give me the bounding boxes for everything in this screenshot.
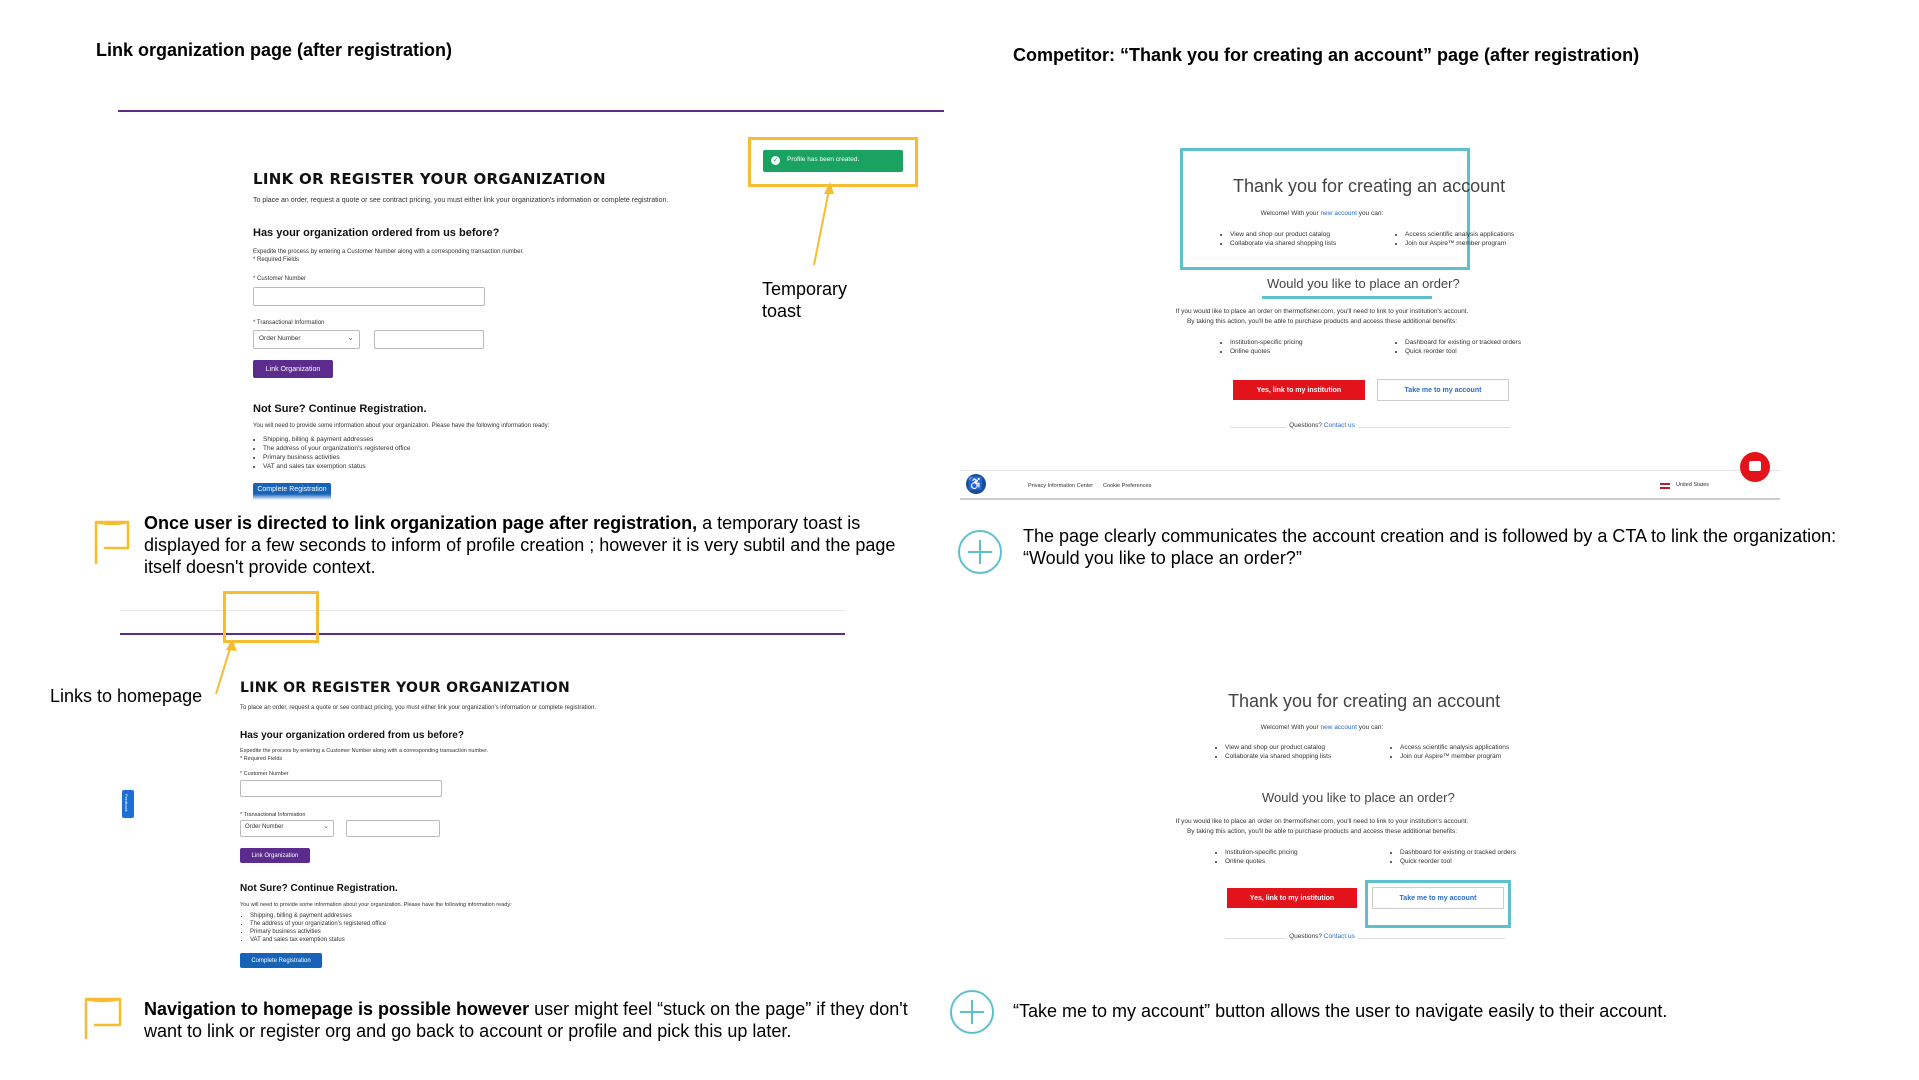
registration-checklist <box>253 435 410 471</box>
note-bold: Navigation to homepage is possible however <box>144 999 530 1019</box>
list-item: • Institution-specific pricing <box>1225 848 1298 857</box>
new-account-link[interactable]: new account <box>1320 724 1357 731</box>
list-item: • View and shop our product catalog <box>1225 743 1331 752</box>
ordered-before-desc: Expedite the process by entering a Customer Number along with a corresponding transaction number. <box>240 748 489 754</box>
list-item: • Primary business activities <box>263 453 410 462</box>
right-heading: Competitor: “Thank you for creating an account” page (after registration) <box>1013 45 1640 65</box>
check-icon: ✓ <box>772 157 779 164</box>
thank-you-title: Thank you for creating an account <box>1228 691 1501 711</box>
list-item: • Institution-specific pricing <box>1230 338 1303 347</box>
list-item: • Quick reorder tool <box>1405 347 1521 356</box>
order-type-select[interactable] <box>253 330 360 349</box>
extra-benefits-left <box>1215 848 1298 866</box>
ordered-before-desc: Expedite the process by entering a Customer Number along with a corresponding transaction number. <box>253 249 524 255</box>
take-me-to-account-button[interactable]: Take me to my account <box>1377 379 1509 401</box>
note-navigation-observation <box>144 998 924 1042</box>
note-rest: a temporary toast is displayed for a few seconds to inform of profile creation ; however it is very subtil and the page itself doesn't provide context. <box>144 513 896 577</box>
cookie-link[interactable]: Cookie Preferences <box>1103 483 1152 489</box>
not-sure-desc: You will need to provide some information about your organization. Please have the following information ready: <box>253 423 550 429</box>
accessibility-icon[interactable]: ♿ <box>966 474 986 494</box>
ordered-before-heading: Has your organization ordered from us before? <box>253 227 500 239</box>
homepage-callout-label: Links to homepage <box>50 686 203 706</box>
contact-us-link[interactable]: Contact us <box>1323 422 1355 429</box>
order-type-value: Order Number <box>245 824 284 830</box>
list-item: • Join our Aspire™ member program <box>1405 239 1514 248</box>
list-item: • VAT and sales tax exemption status <box>263 462 410 471</box>
note-toast-observation <box>144 512 904 578</box>
list-item: • Dashboard for existing or tracked orders <box>1400 848 1516 857</box>
country-label[interactable]: United States <box>1676 482 1710 488</box>
order-desc-2: By taking this action, you'll be able to purchase products and access these additional benefits: <box>1186 318 1458 325</box>
feedback-tab-label: Feedback <box>124 794 129 812</box>
list-item: • VAT and sales tax exemption status <box>250 936 386 944</box>
chevron-down-icon: ⌄ <box>323 823 329 830</box>
toast-callout-label: Temporary toast <box>762 279 848 321</box>
customer-number-label: * Customer Number <box>240 771 289 777</box>
left-heading: Link organization page (after registration) <box>96 40 453 60</box>
not-sure-heading: Not Sure? Continue Registration. <box>253 403 427 415</box>
not-sure-desc: You will need to provide some information about your organization. Please have the following information ready: <box>240 902 512 908</box>
transactional-label: * Transactional Information <box>253 320 325 326</box>
extra-benefits-right <box>1395 338 1521 356</box>
take-me-highlight <box>1365 880 1511 928</box>
order-question-underline <box>1262 296 1432 299</box>
not-sure-heading: Not Sure? Continue Registration. <box>240 883 398 894</box>
list-item: • Online quotes <box>1225 857 1298 866</box>
customer-number-input[interactable] <box>253 287 485 306</box>
thank-you-highlight <box>1180 148 1470 270</box>
complete-registration-button[interactable]: Complete Registration <box>240 953 322 968</box>
flag-icon <box>92 518 132 568</box>
extra-benefits-right <box>1390 848 1516 866</box>
list-item: • Primary business activities <box>250 928 386 936</box>
link-institution-button[interactable]: Yes, link to my institution <box>1233 380 1365 400</box>
callout-arrow-homepage <box>210 638 240 698</box>
welcome-line: Welcome! With your new account you can: <box>1260 210 1384 217</box>
list-item: • Dashboard for existing or tracked orders <box>1405 338 1521 347</box>
flag-icon <box>82 995 124 1041</box>
list-item: • The address of your organization's registered office <box>250 920 386 928</box>
list-item: • The address of your organization's registered office <box>263 444 410 453</box>
benefits-right <box>1390 743 1509 761</box>
feedback-tab[interactable] <box>122 790 134 818</box>
competitor-screenshot-1 <box>960 148 1790 503</box>
new-account-link[interactable]: new account <box>1320 210 1357 217</box>
required-note: * Required Fields <box>240 756 283 762</box>
order-question: Would you like to place an order? <box>1267 276 1460 291</box>
chevron-down-icon: ⌄ <box>347 333 354 342</box>
link-institution-button[interactable]: Yes, link to my institution <box>1227 888 1357 908</box>
page-intro: To place an order, request a quote or see contract pricing, you must either link your organization's information or complete registration. <box>240 705 596 711</box>
plus-circle-icon <box>958 530 1002 574</box>
list-item: • Online quotes <box>1230 347 1303 356</box>
page-title: LINK OR REGISTER YOUR ORGANIZATION <box>253 170 606 188</box>
order-type-value: Order Number <box>259 335 301 342</box>
benefits-left <box>1215 743 1331 761</box>
list-item: • Collaborate via shared shopping lists <box>1225 752 1331 761</box>
required-note: * Required Fields <box>253 257 300 263</box>
list-item: • Collaborate via shared shopping lists <box>1230 239 1336 248</box>
customer-number-input[interactable] <box>240 780 442 797</box>
toast-text: Profile has been created. <box>787 156 860 163</box>
nav-underline <box>118 110 944 112</box>
chat-icon <box>1749 461 1761 471</box>
callout-arrow-toast <box>800 180 840 270</box>
transactional-label: * Transactional Information <box>240 812 306 818</box>
list-item: • View and shop our product catalog <box>1230 230 1336 239</box>
competitor-screenshot-2 <box>960 688 1790 958</box>
benefits-right <box>1395 230 1514 248</box>
transaction-number-input[interactable] <box>346 820 440 837</box>
order-type-select[interactable] <box>240 820 334 837</box>
list-item: • Shipping, billing & payment addresses <box>250 912 386 920</box>
ordered-before-heading: Has your organization ordered from us before? <box>240 730 464 741</box>
order-question: Would you like to place an order? <box>1262 790 1455 805</box>
extra-benefits-left <box>1220 338 1303 356</box>
benefits-left <box>1220 230 1336 248</box>
contact-us-link[interactable]: Contact us <box>1323 933 1355 940</box>
list-item: • Shipping, billing & payment addresses <box>263 435 410 444</box>
transaction-number-input[interactable] <box>374 330 484 349</box>
page-title: LINK OR REGISTER YOUR ORGANIZATION <box>240 680 570 696</box>
page-intro: To place an order, request a quote or see contract pricing, you must either link your organization's information or complete registration. <box>253 197 669 204</box>
list-item: • Join our Aspire™ member program <box>1400 752 1509 761</box>
list-item: • Quick reorder tool <box>1400 857 1516 866</box>
list-item: • Access scientific analysis applications <box>1405 230 1514 239</box>
questions-line: Questions? Contact us <box>960 933 1684 940</box>
note-bold: Once user is directed to link organization page after registration, <box>144 513 698 533</box>
note-rest: user might feel “stuck on the page” if they don't want to link or register org and go back to account or profile and pick this up later. <box>144 999 908 1041</box>
note-clear-communication: The page clearly communicates the account creation and is followed by a CTA to link the organization: “Would you like to place an order?” <box>1023 526 1837 568</box>
welcome-line: Welcome! With your new account you can: <box>1260 724 1384 731</box>
note-account-navigation: “Take me to my account” button allows the user to navigate easily to their account. <box>1013 1001 1668 1021</box>
plus-circle-icon <box>950 990 994 1034</box>
link-organization-button[interactable]: Link Organization <box>240 848 310 863</box>
link-organization-button[interactable]: Link Organization <box>253 360 333 378</box>
thank-you-title: Thank you for creating an account <box>1233 176 1506 196</box>
logo-link-highlight[interactable] <box>223 591 319 643</box>
privacy-link[interactable]: Privacy Information Center <box>1028 483 1094 489</box>
take-me-to-account-button[interactable]: Take me to my account <box>1372 887 1504 909</box>
customer-number-label: * Customer Number <box>253 276 307 282</box>
order-desc-1: If you would like to place an order on thermofisher.com, you'll need to link to your institution's account. <box>1175 818 1469 825</box>
chat-button[interactable] <box>1740 452 1770 482</box>
list-item: • Access scientific analysis applications <box>1400 743 1509 752</box>
questions-line: Questions? Contact us <box>960 422 1684 429</box>
order-desc-1: If you would like to place an order on thermofisher.com, you'll need to link to your institution's account. <box>1175 308 1469 315</box>
registration-checklist <box>240 912 386 944</box>
us-flag-icon <box>1660 483 1670 489</box>
complete-registration-button[interactable]: Complete Registration <box>253 483 331 500</box>
order-desc-2: By taking this action, you'll be able to purchase products and access these additional benefits: <box>1186 828 1458 835</box>
